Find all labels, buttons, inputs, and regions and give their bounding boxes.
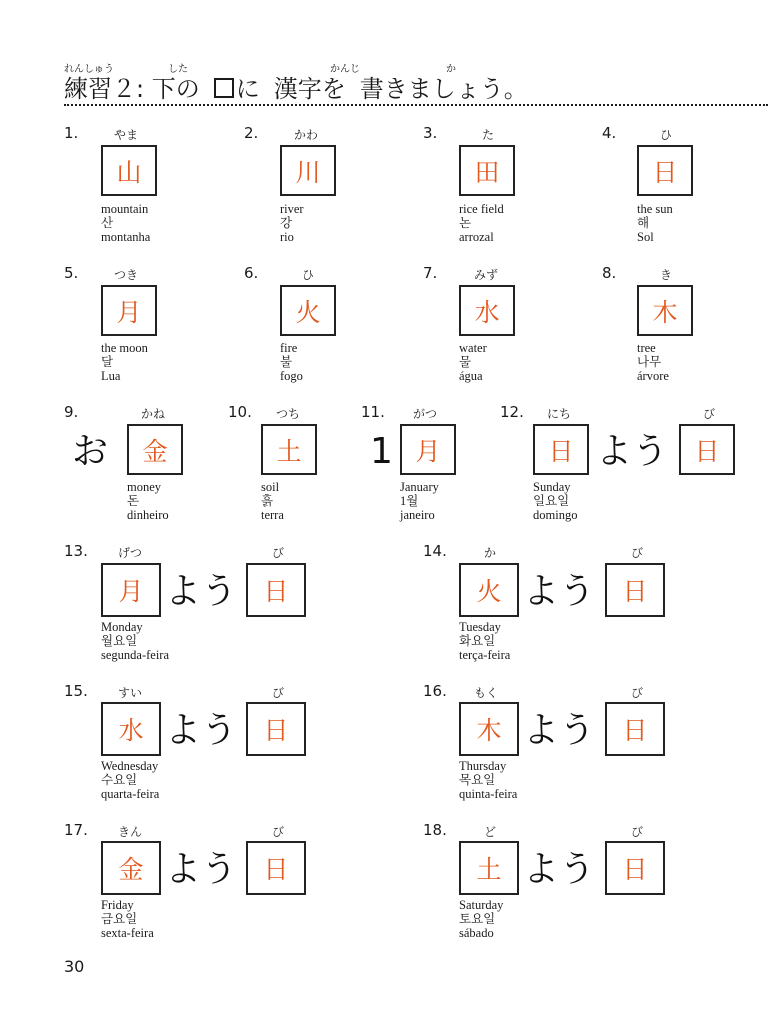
you-kana: よう — [523, 571, 596, 612]
ruby-shita: した — [168, 64, 188, 75]
korean-meaning: 산 — [101, 216, 114, 230]
english-meaning: mountain — [101, 202, 149, 216]
item-number: 1. — [64, 124, 79, 142]
furigana: すい — [118, 686, 143, 700]
korean-meaning: 일요일 — [533, 494, 570, 508]
kanji-answer-box: 日 — [533, 424, 589, 475]
korean-meaning: 수요일 — [101, 773, 138, 787]
item-number: 12. — [500, 403, 524, 421]
korean-meaning: 월요일 — [101, 634, 138, 648]
furigana-bi: び — [272, 686, 285, 700]
portuguese-meaning: terra — [261, 508, 284, 522]
english-meaning: the moon — [101, 341, 148, 355]
korean-meaning: 물 — [459, 355, 472, 369]
title-end: 書きましょう。 — [359, 75, 528, 103]
english-meaning: Wednesday — [101, 759, 159, 773]
furigana-bi: び — [631, 546, 644, 560]
korean-meaning: 토요일 — [459, 912, 496, 926]
furigana-bi: び — [272, 546, 285, 560]
ruby-renshuu: れんしゅう — [64, 64, 114, 75]
kanji-answer-box-2: 日 — [679, 424, 735, 475]
portuguese-meaning: arrozal — [459, 230, 494, 244]
english-meaning: Sunday — [533, 480, 571, 494]
kanji-answer-box: 火 — [459, 563, 519, 617]
kanji-answer-box: 田 — [459, 145, 515, 196]
korean-meaning: 흙 — [261, 494, 274, 508]
item-number: 14. — [423, 542, 447, 560]
you-kana: よう — [165, 710, 238, 751]
portuguese-meaning: domingo — [533, 508, 578, 522]
korean-meaning: 1월 — [400, 494, 419, 508]
item-number: 9. — [64, 403, 79, 421]
furigana: か — [484, 546, 497, 560]
english-meaning: Friday — [101, 898, 134, 912]
portuguese-meaning: montanha — [101, 230, 151, 244]
item-number: 15. — [64, 682, 88, 700]
item-number: 13. — [64, 542, 88, 560]
korean-meaning: 해 — [637, 216, 650, 230]
item-number: 8. — [602, 264, 617, 282]
furigana: みず — [474, 268, 499, 282]
english-meaning: fire — [280, 341, 298, 355]
kanji-answer-box-2: 日 — [246, 841, 306, 895]
kanji-answer-box: 月 — [400, 424, 456, 475]
english-meaning: Monday — [101, 620, 143, 634]
prefix-one: 1 — [370, 431, 393, 472]
korean-meaning: 화요일 — [459, 634, 496, 648]
furigana-bi: び — [272, 825, 285, 839]
item-number: 2. — [244, 124, 259, 142]
page-number: 30 — [64, 957, 85, 976]
portuguese-meaning: dinheiro — [127, 508, 169, 522]
item-number: 10. — [228, 403, 252, 421]
portuguese-meaning: terça-feira — [459, 648, 511, 662]
portuguese-meaning: água — [459, 369, 483, 383]
korean-meaning: 논 — [459, 216, 472, 230]
kanji-answer-box: 木 — [459, 702, 519, 756]
english-meaning: Thursday — [459, 759, 507, 773]
furigana: げつ — [118, 546, 143, 560]
portuguese-meaning: rio — [280, 230, 294, 244]
english-meaning: river — [280, 202, 304, 216]
portuguese-meaning: sexta-feira — [101, 926, 154, 940]
portuguese-meaning: fogo — [280, 369, 303, 383]
furigana: かわ — [294, 128, 319, 142]
portuguese-meaning: janeiro — [400, 508, 435, 522]
kanji-answer-box: 日 — [637, 145, 693, 196]
kanji-answer-box-2: 日 — [246, 563, 306, 617]
english-meaning: soil — [261, 480, 280, 494]
you-kana: よう — [165, 571, 238, 612]
korean-meaning: 금요일 — [101, 912, 138, 926]
furigana: ど — [484, 825, 497, 839]
furigana: た — [482, 128, 495, 142]
english-meaning: January — [400, 480, 439, 494]
kanji-answer-box-2: 日 — [605, 702, 665, 756]
portuguese-meaning: Sol — [637, 230, 654, 244]
exercise-header — [64, 60, 768, 110]
furigana-bi: び — [703, 407, 716, 421]
portuguese-meaning: quinta-feira — [459, 787, 518, 801]
kanji-answer-box: 月 — [101, 563, 161, 617]
furigana: もく — [474, 686, 499, 700]
korean-meaning: 달 — [101, 355, 114, 369]
kanji-answer-box: 金 — [127, 424, 183, 475]
item-number: 17. — [64, 821, 88, 839]
you-kana: よう — [523, 710, 596, 751]
english-meaning: tree — [637, 341, 656, 355]
english-meaning: Saturday — [459, 898, 504, 912]
korean-meaning: 목요일 — [459, 773, 496, 787]
kanji-answer-box: 月 — [101, 285, 157, 336]
furigana-bi: び — [631, 686, 644, 700]
item-number: 11. — [361, 403, 385, 421]
kanji-answer-box: 山 — [101, 145, 157, 196]
portuguese-meaning: quarta-feira — [101, 787, 160, 801]
title-kanji: 漢字を — [273, 75, 346, 103]
english-meaning: Tuesday — [459, 620, 501, 634]
portuguese-meaning: sábado — [459, 926, 494, 940]
kanji-answer-box: 川 — [280, 145, 336, 196]
furigana-bi: び — [631, 825, 644, 839]
portuguese-meaning: segunda-feira — [101, 648, 170, 662]
portuguese-meaning: árvore — [637, 369, 669, 383]
item-number: 18. — [423, 821, 447, 839]
kanji-answer-box: 火 — [280, 285, 336, 336]
kanji-answer-box: 木 — [637, 285, 693, 336]
kanji-answer-box: 土 — [261, 424, 317, 475]
kanji-answer-box-2: 日 — [246, 702, 306, 756]
korean-meaning: 돈 — [127, 494, 140, 508]
item-number: 3. — [423, 124, 438, 142]
furigana: やま — [114, 128, 139, 142]
english-meaning: rice field — [459, 202, 504, 216]
portuguese-meaning: Lua — [101, 369, 121, 383]
title-lead: 練習２: 下の — [64, 75, 200, 103]
title-blank-box — [214, 78, 234, 98]
ruby-ka: か — [446, 64, 456, 75]
item-number: 7. — [423, 264, 438, 282]
furigana: つき — [114, 268, 139, 282]
item-number: 4. — [602, 124, 617, 142]
kanji-answer-box: 水 — [101, 702, 161, 756]
english-meaning: water — [459, 341, 487, 355]
ruby-kanji: かんじ — [330, 64, 360, 75]
you-kana: よう — [165, 849, 238, 890]
furigana: ひ — [660, 128, 673, 142]
item-number: 16. — [423, 682, 447, 700]
english-meaning: the sun — [637, 202, 673, 216]
english-meaning: money — [127, 480, 162, 494]
exercise-title — [64, 74, 528, 104]
korean-meaning: 나무 — [637, 355, 662, 369]
furigana: かね — [141, 407, 166, 421]
korean-meaning: 강 — [280, 216, 293, 230]
you-kana: よう — [523, 849, 596, 890]
item-number: 5. — [64, 264, 79, 282]
furigana: きん — [118, 825, 143, 839]
you-kana: よう — [596, 431, 669, 472]
kanji-answer-box: 金 — [101, 841, 161, 895]
furigana: ひ — [302, 268, 315, 282]
kanji-answer-box: 土 — [459, 841, 519, 895]
title-mid: に — [235, 75, 260, 103]
korean-meaning: 불 — [280, 355, 293, 369]
header-divider — [64, 104, 768, 106]
kanji-answer-box: 水 — [459, 285, 515, 336]
furigana: がつ — [413, 407, 438, 421]
kanji-answer-box-2: 日 — [605, 563, 665, 617]
item-number: 6. — [244, 264, 259, 282]
prefix-o: お — [72, 431, 109, 472]
furigana: き — [660, 268, 673, 282]
kanji-answer-box-2: 日 — [605, 841, 665, 895]
furigana: つち — [276, 407, 301, 421]
furigana: にち — [547, 407, 572, 421]
